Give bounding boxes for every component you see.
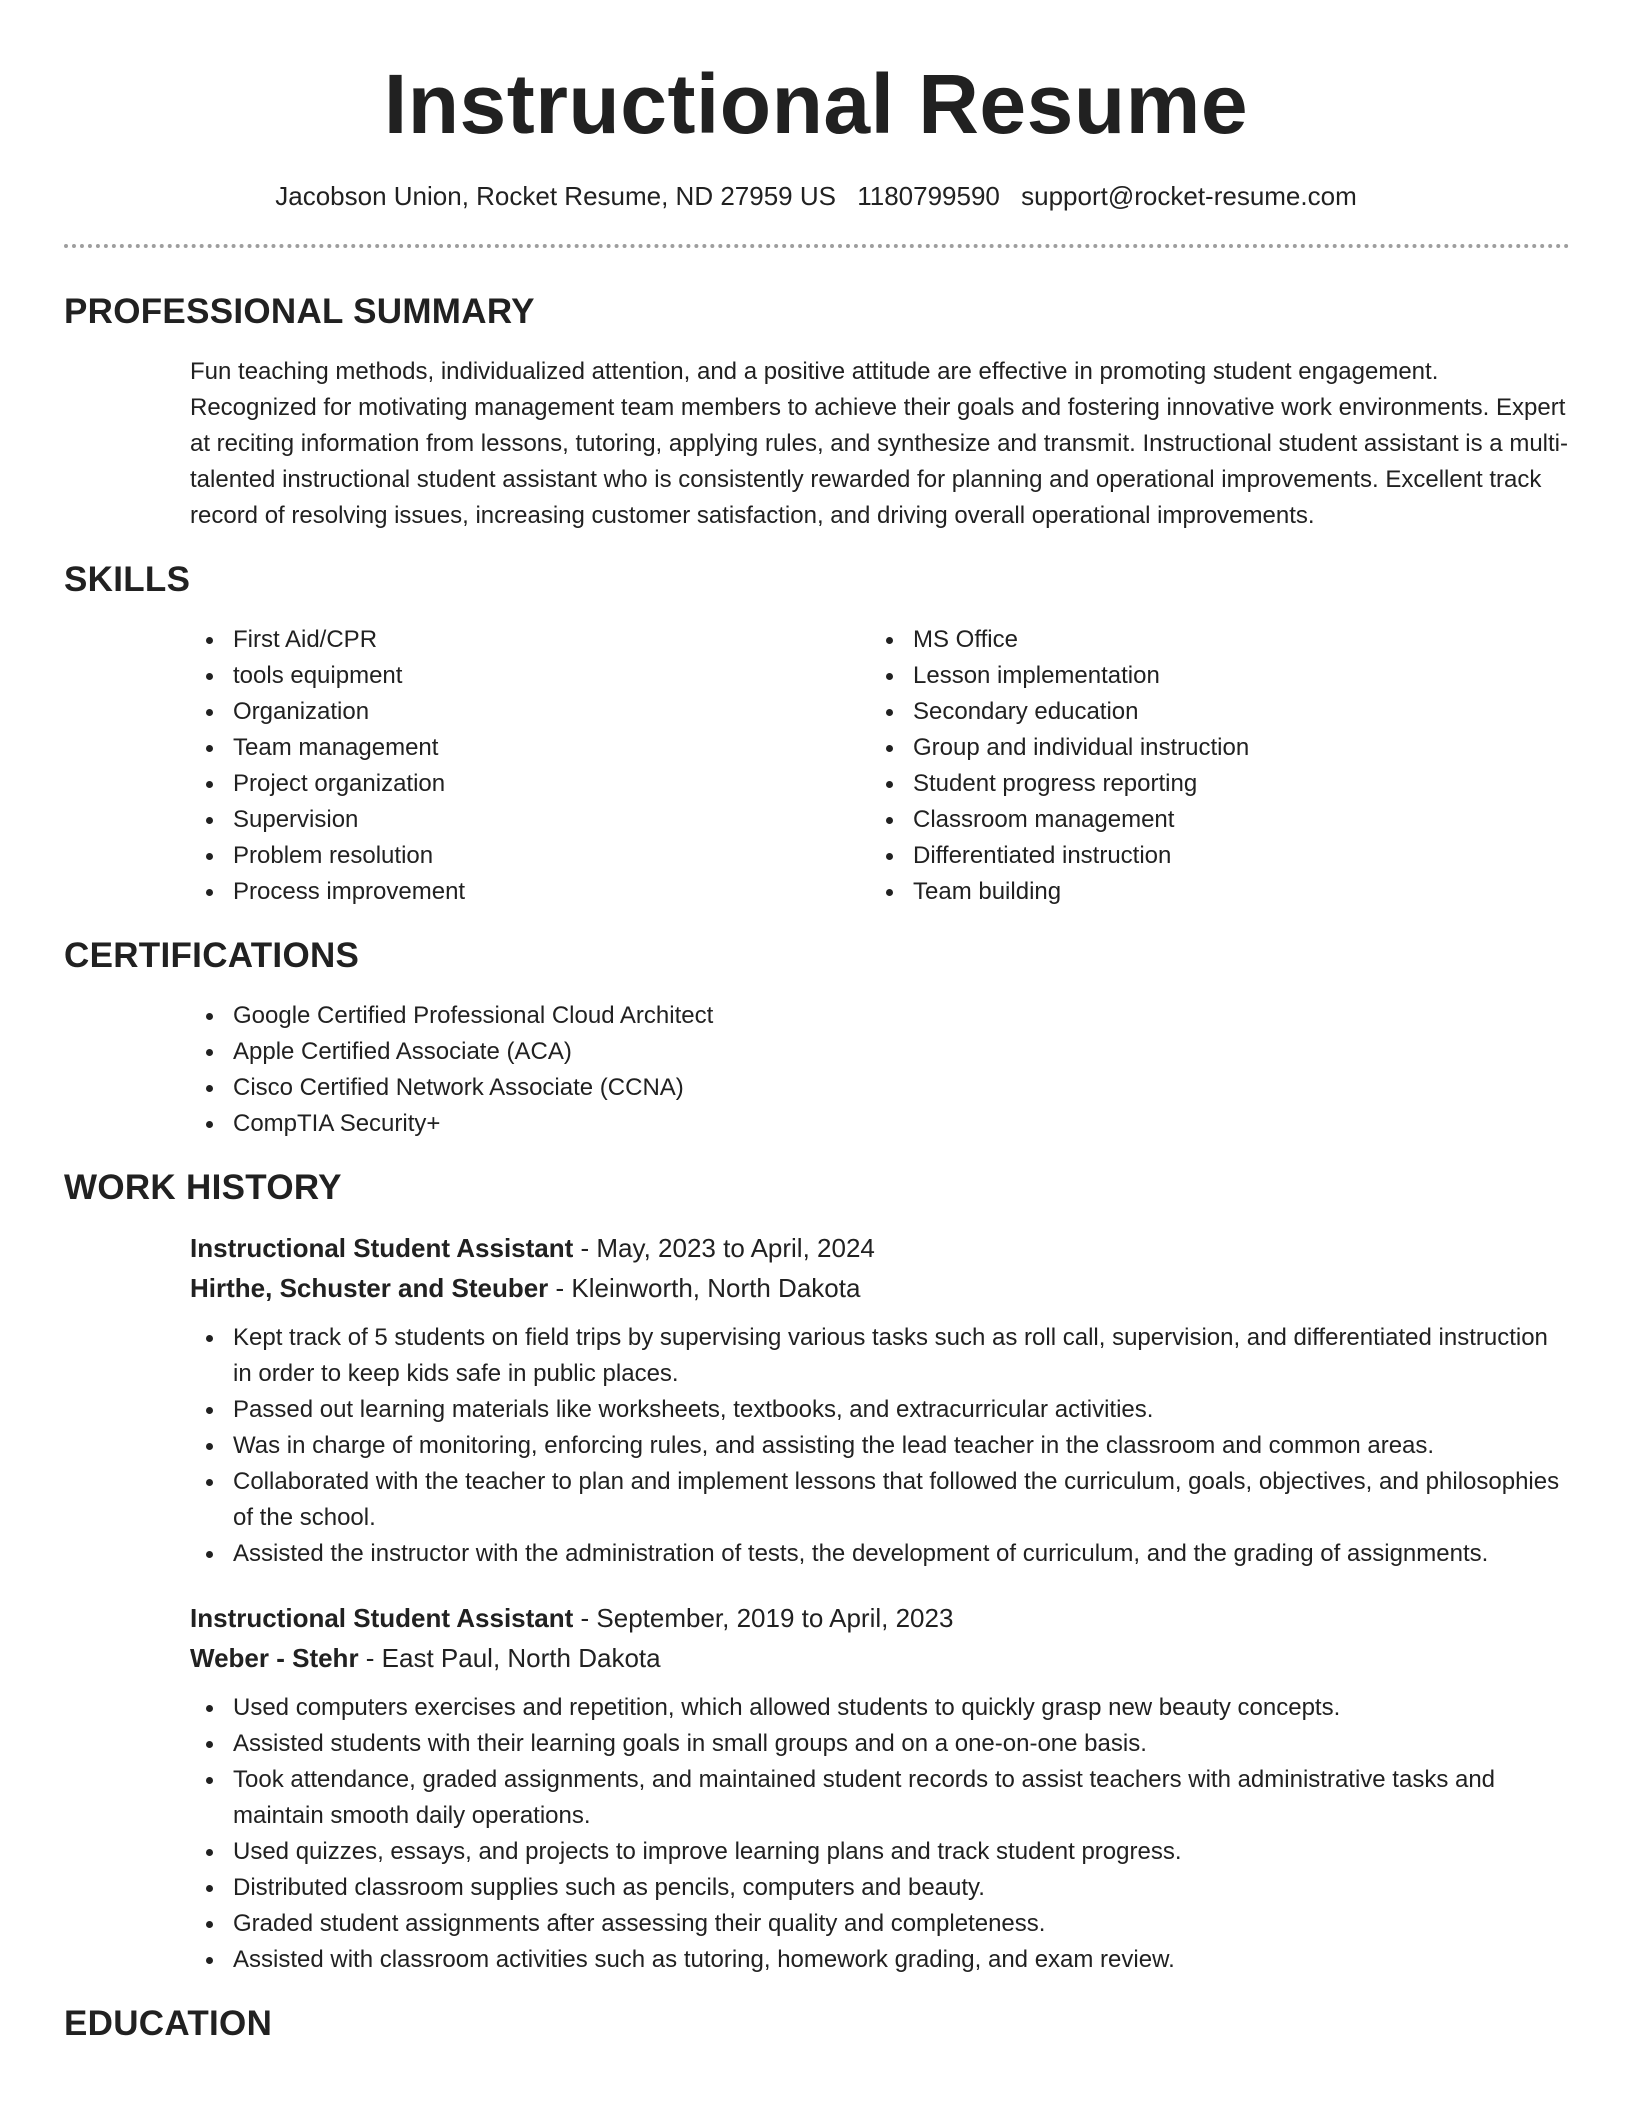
job-location: - Kleinworth, North Dakota: [548, 1273, 861, 1303]
job-location: - East Paul, North Dakota: [358, 1643, 661, 1673]
job-dates: - September, 2019 to April, 2023: [573, 1603, 954, 1633]
job-entry: [190, 1598, 1570, 1978]
job-company: Weber - Stehr: [190, 1643, 359, 1673]
skill-item: Process improvement: [190, 874, 870, 910]
contact-email: support@rocket-resume.com: [1021, 181, 1357, 211]
skill-item: Student progress reporting: [870, 766, 1550, 802]
certification-item: Apple Certified Associate (ACA): [190, 1034, 1632, 1070]
skill-item: Secondary education: [870, 694, 1550, 730]
skills-column-right: [870, 622, 1550, 910]
page-title: Instructional Resume: [383, 57, 1249, 151]
skill-item: First Aid/CPR: [190, 622, 870, 658]
job-duty: Used computers exercises and repetition, which allowed students to quickly grasp new beauty concepts.: [190, 1690, 1570, 1726]
job-duty: Used quizzes, essays, and projects to improve learning plans and track student progress.: [190, 1834, 1570, 1870]
job-duty: Kept track of 5 students on field trips by supervising various tasks such as roll call, supervision, and differentiated instruction in order to keep kids safe in public places.: [190, 1320, 1570, 1392]
job-company-line: [190, 1268, 1570, 1308]
job-title-line: [190, 1228, 1570, 1268]
certification-item: Google Certified Professional Cloud Architect: [190, 998, 1632, 1034]
job-duty: Distributed classroom supplies such as pencils, computers and beauty.: [190, 1870, 1570, 1906]
job-duty: Passed out learning materials like worksheets, textbooks, and extracurricular activities.: [190, 1392, 1570, 1428]
skill-item: Differentiated instruction: [870, 838, 1550, 874]
certifications-heading: CERTIFICATIONS: [64, 936, 360, 975]
skill-item: Classroom management: [870, 802, 1550, 838]
job-company-line: [190, 1638, 1570, 1678]
header-divider: [64, 244, 1570, 248]
contact-line: [0, 180, 1632, 212]
skill-item: Team building: [870, 874, 1550, 910]
job-company: Hirthe, Schuster and Steuber: [190, 1273, 549, 1303]
job-title: Instructional Student Assistant: [190, 1233, 574, 1263]
skills-column-left: [190, 622, 870, 910]
job-dates: - May, 2023 to April, 2024: [573, 1233, 875, 1263]
skills-heading: SKILLS: [64, 560, 191, 599]
job-entry: [190, 1228, 1570, 1572]
education-heading: EDUCATION: [64, 2004, 273, 2043]
skill-item: Lesson implementation: [870, 658, 1550, 694]
job-duty: Assisted the instructor with the administration of tests, the development of curriculum, and the grading of assignments.: [190, 1536, 1570, 1572]
job-title: Instructional Student Assistant: [190, 1603, 574, 1633]
job-title-line: [190, 1598, 1570, 1638]
skill-item: Problem resolution: [190, 838, 870, 874]
contact-address: Jacobson Union, Rocket Resume, ND 27959 US: [275, 181, 836, 211]
certification-item: CompTIA Security+: [190, 1106, 1632, 1142]
summary-text: Fun teaching methods, individualized attention, and a positive attitude are effective in promoting student engagement. Recognized for motivating management team members to achieve their goals and fostering innovative work environments. Expert at reciting information from lessons, tutoring, applying rules, and synthesize and transmit. Instructional student assistant is a multi-talented instructional student assistant who is consistently rewarded for planning and operational improvements. Excellent track record of resolving issues, increasing customer satisfaction, and driving overall operational improvements.: [190, 358, 1568, 529]
job-duty: Assisted with classroom activities such as tutoring, homework grading, and exam review.: [190, 1942, 1570, 1978]
job-duty: Assisted students with their learning goals in small groups and on a one-on-one basis.: [190, 1726, 1570, 1762]
job-duty: Collaborated with the teacher to plan and implement lessons that followed the curriculum, goals, objectives, and philosophies of the school.: [190, 1464, 1570, 1536]
job-duties: [0, 1690, 1570, 1978]
skills-list: [190, 622, 1632, 910]
skill-item: Project organization: [190, 766, 870, 802]
skill-item: Supervision: [190, 802, 870, 838]
skill-item: Organization: [190, 694, 870, 730]
job-duty: Graded student assignments after assessing their quality and completeness.: [190, 1906, 1570, 1942]
skill-item: Team management: [190, 730, 870, 766]
job-duty: Was in charge of monitoring, enforcing rules, and assisting the lead teacher in the classroom and common areas.: [190, 1428, 1570, 1464]
skill-item: tools equipment: [190, 658, 870, 694]
certifications-list: [190, 998, 1632, 1142]
certification-item: Cisco Certified Network Associate (CCNA): [190, 1070, 1632, 1106]
skill-item: MS Office: [870, 622, 1550, 658]
job-duty: Took attendance, graded assignments, and maintained student records to assist teachers with administrative tasks and maintain smooth daily operations.: [190, 1762, 1570, 1834]
work-history-heading: WORK HISTORY: [64, 1168, 342, 1207]
summary-heading: PROFESSIONAL SUMMARY: [64, 292, 535, 331]
job-duties: [0, 1320, 1570, 1572]
skill-item: Group and individual instruction: [870, 730, 1550, 766]
contact-phone: 1180799590: [857, 181, 1000, 211]
